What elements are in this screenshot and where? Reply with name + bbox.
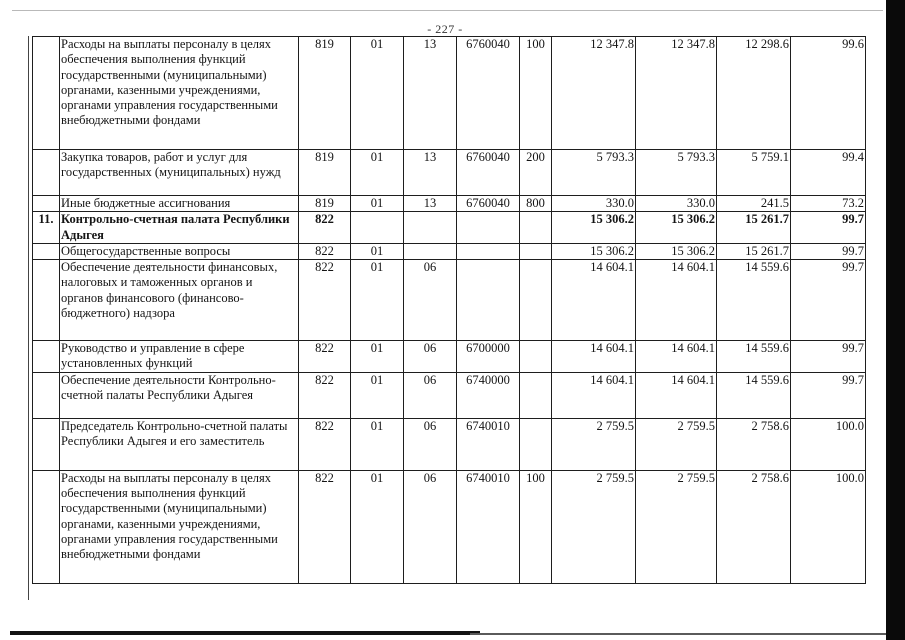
row-approved-amount: 14 604.1 bbox=[636, 341, 717, 373]
table-row bbox=[33, 196, 866, 212]
row-ved-code: 819 bbox=[299, 37, 351, 150]
table-row bbox=[33, 243, 866, 259]
row-approved-amount: 14 604.1 bbox=[636, 372, 717, 418]
row-executed-amount: 14 559.6 bbox=[717, 341, 791, 373]
row-section-code: 01 bbox=[351, 196, 404, 212]
row-ved-code: 822 bbox=[299, 470, 351, 583]
row-number bbox=[33, 372, 60, 418]
table-row bbox=[33, 212, 866, 244]
row-ved-code: 819 bbox=[299, 196, 351, 212]
row-number bbox=[33, 260, 60, 341]
row-expense-type-code bbox=[520, 372, 552, 418]
row-section-code: 01 bbox=[351, 470, 404, 583]
row-section-code bbox=[351, 212, 404, 244]
table-row bbox=[33, 418, 866, 470]
table-row bbox=[33, 470, 866, 583]
row-name: Расходы на выплаты персоналу в целях обеспечения выполнения функций государственными (муниципальными) органами, казенными учреждениями, органами управления государственными внебюджетными фондами bbox=[60, 470, 299, 583]
row-executed-amount: 2 758.6 bbox=[717, 418, 791, 470]
row-execution-percent: 100.0 bbox=[791, 470, 866, 583]
row-name: Председатель Контрольно-счетной палаты Республики Адыгея и его заместитель bbox=[60, 418, 299, 470]
row-target-code: 6740010 bbox=[457, 470, 520, 583]
row-approved-amount: 2 759.5 bbox=[636, 418, 717, 470]
row-subsection-code: 06 bbox=[404, 418, 457, 470]
row-ved-code: 822 bbox=[299, 418, 351, 470]
row-target-code bbox=[457, 243, 520, 259]
row-number bbox=[33, 243, 60, 259]
row-expense-type-code: 100 bbox=[520, 37, 552, 150]
row-subsection-code: 06 bbox=[404, 341, 457, 373]
row-expense-type-code bbox=[520, 212, 552, 244]
row-execution-percent: 99.7 bbox=[791, 372, 866, 418]
row-section-code: 01 bbox=[351, 341, 404, 373]
table-row bbox=[33, 260, 866, 341]
table-row bbox=[33, 341, 866, 373]
row-plan-amount: 2 759.5 bbox=[552, 418, 636, 470]
row-subsection-code: 13 bbox=[404, 150, 457, 196]
row-name: Обеспечение деятельности финансовых, налоговых и таможенных органов и органов финансового (финансово-бюджетного) надзора bbox=[60, 260, 299, 341]
row-number bbox=[33, 470, 60, 583]
row-section-code: 01 bbox=[351, 418, 404, 470]
row-execution-percent: 99.7 bbox=[791, 243, 866, 259]
row-number bbox=[33, 150, 60, 196]
row-ved-code: 822 bbox=[299, 341, 351, 373]
row-target-code: 6740000 bbox=[457, 372, 520, 418]
row-subsection-code bbox=[404, 212, 457, 244]
row-execution-percent: 99.7 bbox=[791, 260, 866, 341]
table-row bbox=[33, 372, 866, 418]
row-target-code bbox=[457, 260, 520, 341]
row-target-code: 6740010 bbox=[457, 418, 520, 470]
row-plan-amount: 14 604.1 bbox=[552, 341, 636, 373]
row-approved-amount: 15 306.2 bbox=[636, 243, 717, 259]
row-section-code: 01 bbox=[351, 150, 404, 196]
scan-edge-top bbox=[12, 10, 883, 11]
scan-edge-right bbox=[886, 0, 905, 640]
row-target-code: 6760040 bbox=[457, 150, 520, 196]
row-name: Общегосударственные вопросы bbox=[60, 243, 299, 259]
row-expense-type-code bbox=[520, 418, 552, 470]
row-approved-amount: 330.0 bbox=[636, 196, 717, 212]
row-section-code: 01 bbox=[351, 243, 404, 259]
row-ved-code: 822 bbox=[299, 243, 351, 259]
row-execution-percent: 99.7 bbox=[791, 341, 866, 373]
row-target-code: 6760040 bbox=[457, 196, 520, 212]
row-ved-code: 822 bbox=[299, 372, 351, 418]
row-expense-type-code bbox=[520, 341, 552, 373]
row-number: 11. bbox=[33, 212, 60, 244]
row-executed-amount: 241.5 bbox=[717, 196, 791, 212]
row-execution-percent: 99.7 bbox=[791, 212, 866, 244]
row-approved-amount: 5 793.3 bbox=[636, 150, 717, 196]
row-number bbox=[33, 418, 60, 470]
row-execution-percent: 99.4 bbox=[791, 150, 866, 196]
row-subsection-code: 06 bbox=[404, 260, 457, 341]
row-ved-code: 822 bbox=[299, 260, 351, 341]
row-approved-amount: 12 347.8 bbox=[636, 37, 717, 150]
table-row bbox=[33, 150, 866, 196]
table-left-rule bbox=[28, 36, 29, 600]
row-execution-percent: 100.0 bbox=[791, 418, 866, 470]
row-name: Руководство и управление в сфере установленных функций bbox=[60, 341, 299, 373]
row-executed-amount: 12 298.6 bbox=[717, 37, 791, 150]
row-subsection-code: 13 bbox=[404, 37, 457, 150]
scan-edge-bottom-thin bbox=[470, 633, 886, 635]
row-executed-amount: 14 559.6 bbox=[717, 260, 791, 341]
row-approved-amount: 14 604.1 bbox=[636, 260, 717, 341]
row-plan-amount: 2 759.5 bbox=[552, 470, 636, 583]
row-expense-type-code: 800 bbox=[520, 196, 552, 212]
row-subsection-code: 06 bbox=[404, 372, 457, 418]
row-plan-amount: 5 793.3 bbox=[552, 150, 636, 196]
row-target-code: 6700000 bbox=[457, 341, 520, 373]
row-subsection-code: 06 bbox=[404, 470, 457, 583]
row-target-code bbox=[457, 212, 520, 244]
table-row bbox=[33, 37, 866, 150]
row-executed-amount: 5 759.1 bbox=[717, 150, 791, 196]
row-section-code: 01 bbox=[351, 372, 404, 418]
row-section-code: 01 bbox=[351, 37, 404, 150]
row-executed-amount: 2 758.6 bbox=[717, 470, 791, 583]
row-number bbox=[33, 341, 60, 373]
row-executed-amount: 15 261.7 bbox=[717, 243, 791, 259]
row-expense-type-code bbox=[520, 243, 552, 259]
row-plan-amount: 14 604.1 bbox=[552, 372, 636, 418]
row-subsection-code: 13 bbox=[404, 196, 457, 212]
scan-edge-bottom bbox=[10, 631, 480, 635]
budget-table bbox=[32, 36, 866, 584]
row-number bbox=[33, 37, 60, 150]
row-approved-amount: 2 759.5 bbox=[636, 470, 717, 583]
row-executed-amount: 15 261.7 bbox=[717, 212, 791, 244]
row-name: Обеспечение деятельности Контрольно-счетной палаты Республики Адыгея bbox=[60, 372, 299, 418]
row-name: Закупка товаров, работ и услуг для государственных (муниципальных) нужд bbox=[60, 150, 299, 196]
row-approved-amount: 15 306.2 bbox=[636, 212, 717, 244]
row-execution-percent: 99.6 bbox=[791, 37, 866, 150]
row-target-code: 6760040 bbox=[457, 37, 520, 150]
row-name: Расходы на выплаты персоналу в целях обеспечения выполнения функций государственными (муниципальными) органами, казенными учреждениями, органами управления государственными внебюджетными фондами bbox=[60, 37, 299, 150]
row-name: Иные бюджетные ассигнования bbox=[60, 196, 299, 212]
row-plan-amount: 330.0 bbox=[552, 196, 636, 212]
page-number: - 227 - bbox=[427, 22, 463, 36]
budget-table-body bbox=[33, 37, 866, 584]
row-expense-type-code: 200 bbox=[520, 150, 552, 196]
row-expense-type-code: 100 bbox=[520, 470, 552, 583]
row-subsection-code bbox=[404, 243, 457, 259]
row-section-code: 01 bbox=[351, 260, 404, 341]
row-plan-amount: 14 604.1 bbox=[552, 260, 636, 341]
row-number bbox=[33, 196, 60, 212]
row-execution-percent: 73.2 bbox=[791, 196, 866, 212]
row-plan-amount: 15 306.2 bbox=[552, 243, 636, 259]
row-executed-amount: 14 559.6 bbox=[717, 372, 791, 418]
row-ved-code: 819 bbox=[299, 150, 351, 196]
row-expense-type-code bbox=[520, 260, 552, 341]
row-name: Контрольно-счетная палата Республики Адыгея bbox=[60, 212, 299, 244]
row-plan-amount: 15 306.2 bbox=[552, 212, 636, 244]
row-ved-code: 822 bbox=[299, 212, 351, 244]
row-plan-amount: 12 347.8 bbox=[552, 37, 636, 150]
